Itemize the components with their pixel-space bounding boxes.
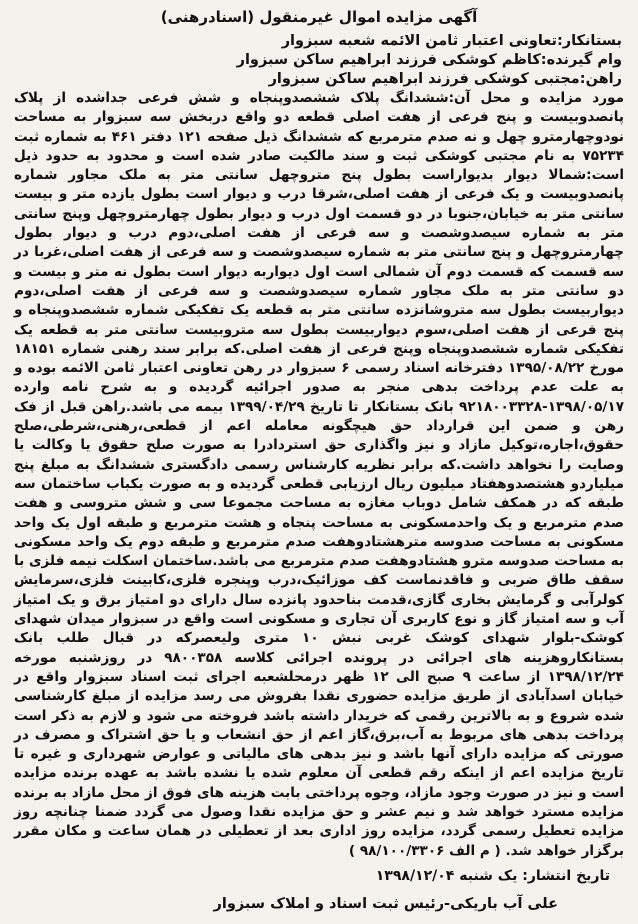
notice-title: آگهی مزایده اموال غیرمنقول (اسنادرهنی) xyxy=(160,8,478,26)
notice-body: مورد مزایده و محل آن:ششدانگ پلاک ششصدوپنجاه و شش فرعی جداشده از پلاک پانصدوبیست و پنج فرعی از هفت اصلی قطعه دو واقع دربخش سه سبزوار به مساحت نودوچهارمترو چهل و نه صدم مترمربع که ششدانگ ذیل صفحه ۱۲۱ دفتر ۴۶۱ به شماره ثبت ۷۵۲۳۴ به نام مجتبی کوشکی ثبت و سند مالکیت صادر شده است و محدود به حدود ذیل است:شمالا دیوار بدیواراست بطول پنج متروچهل سانتی متر به ملک مجاور شماره پانصدوبیست و یک فرعی از هفت اصلی،شرقا درب و دیوار است بطول یازده متر و بیست سانتی متر به خیابان،جنوبا در دو قسمت اول درب و دیوار بطول چهارمتروچهل وپنج سانتی متر به شماره سیصدوشصت و سه فرعی از هفت اصلی،دوم درب و دیوار بطول چهارمتروچهل و پنج سانتی متر به شماره سیصدوشصت و سه فرعی از هفت اصلی،غربا در سه قسمت که قسمت دوم آن شمالی است اول دیواربه دیوار است بطول نه متر و بیست و دو سانتی متر به ملک مجاور شماره سیصدوشصت و سه فرعی از هفت اصلی،دوم دیواربیست بطول سه متروشانزده سانتی متر به قطعه یک تفکیکی شماره ششصدوپنجاه و پنج فرعی از هفت اصلی،سوم دیواربیست بطول سه متروبیست سانتی متر به قطعه یک تفکیکی شماره ششصدوپنجاه وپنج فرعی از هفت اصلی.که برابر سند رهنی شماره ۱۸۱۵۱ مورخ ۱۳۹۵/۰۸/۲۲ دفترخانه اسناد رسمی ۶ سبزوار در رهن تعاونی اعتبار ثامن الائمه بوده و به علت عدم پرداخت بدهی منجر به صدور اجرائیه گردیده و به شرح نامه وارده ۱۳۹۸/۰۵/۱۷-۹۲۱۸۰۰۳۳۲۸ بانک بستانکار تا تاریخ ۱۳۹۹/۰۴/۲۹ بیمه می باشد.راهن قبل از فک رهن و ضمن این قرارداد حق هیچگونه معامله اعم از قطعی،رهنی،شرطی،صلح حقوق،اجاره،توکیل مازاد و نیز واگذاری حق استردادرا به صورت صلح حقوق یا وکالت یا وصایت را نخواهد داشت.که برابر نظریه کارشناس رسمی دادگستری ششدانگ به مبلغ پنج میلیاردو هشتصدوهفتاد میلیون ریال ارزیابی قطعی گردیده و به صورت یکباب ساختمان سه طبقه که در همکف شامل دوباب مغازه به مساحت مجموعا سی و شش متروسی و هفت صدم مترمربع و یک واحدمسکونی به مساحت پنجاه و هشت مترمربع و طبقه اول یک واحد مسکونی به مساحت صدوسه مترهشتادوهفت صدم مترمربع و طبقه دوم یک واحد مسکونی به مساحت صدوسه مترو هشتادوهفت صدم مترمربع می باشد.ساختمان اسکلت نیمه فلزی با سقف طاق ضربی و فاقدنماست کف موزائیک،درب وپنجره فلزی،کابینت فلزی،سرمایش کولرآبی و گرمایش بخاری گازی،قدمت بناحدود پانزده سال دارای دو امتیاز برق و یک امتیاز آب و سه امتیاز گاز و نوع کاربری آن تجاری و مسکونی است واقع در سبزوار میدان شهدای کوشک-بلوار شهدای کوشک غربی نبش ۱۰ متری ولیعصرکه در قبال طلب بانک بستانکاروهزینه های اجرائی در پرونده اجرائی کلاسه ۹۸۰۰۳۵۸ در روزشنبه مورخه ۱۳۹۸/۱۲/۲۴ از ساعت ۹ صبح الی ۱۲ ظهر درمحلشعبه اجرای ثبت اسناد سبزوار واقع در خیابان اسدآبادی از طریق مزایده حضوری نقدا بفروش می رسد مزایده از مبلغ کارشناسی شده شروع و به بالاترین رقمی که خریدار داشته باشد فروخته می شود و لازم به ذکر است پرداخت بدهی های مربوط به آب،برق،گاز اعم از حق انشعاب و یا حق اشتراک و مصرف در صورتی که مزایده دارای آنها باشد و نیز بدهی های مالیاتی و عوارض شهرداری و غیره تا تاریخ مزایده اعم از اینکه رقم قطعی آن معلوم شده یا نشده باشد به عهده برنده مزایده است و نیز در صورت وجود مازاد، وجوه پرداختی بابت هزینه های فوق از محل مازاد به برنده مزایده مسترد خواهد شد و نیم عشر و حق مزایده نقدا وصول می گردد ضمنا چنانچه روز مزایده تعطیل رسمی گردد، مزایده روز اداری بعد از تعطیلی در همان ساعت و مکان مقرر برگزار خواهد شد. ( م الف ۹۸/۱۰۰/۳۳۰۶ ) xyxy=(14,90,625,859)
borrower-line: وام گیرنده:کاظم کوشکی فرزند ابراهیم ساکن سبزوار xyxy=(236,52,622,68)
mortgagor-line: راهن:مجتبی کوشکی فرزند ابراهیم ساکن سبزوار xyxy=(268,71,622,87)
publish-date: تاریخ انتشار: یک شنبه ۱۳۹۸/۱۲/۰۴ xyxy=(375,867,610,884)
creditor-line: بستانکار:تعاونی اعتبار ثامن الائمه شعبه سبزوار xyxy=(281,33,622,49)
signature-line: علی آب باریکی-رئیس ثبت اسناد و املاک سبزوار xyxy=(213,895,558,912)
